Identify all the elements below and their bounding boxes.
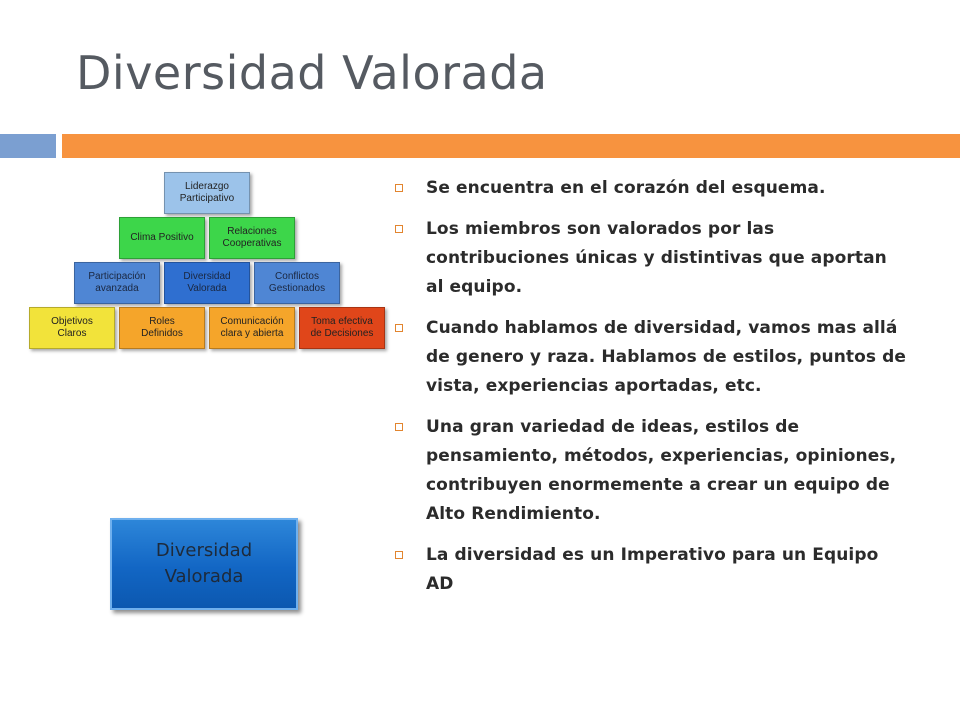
pyramid-block-relaciones (209, 217, 295, 259)
slide-title: Diversidad Valorada (76, 46, 548, 100)
pyramid-block-line1: Liderazgo (185, 181, 229, 192)
pyramid-block-line1: Diversidad (183, 271, 231, 282)
square-bullet-icon (395, 225, 403, 233)
pyramid-block-objetivos (29, 307, 115, 349)
bullet-item (392, 413, 908, 529)
pyramid-block-line1: Participación (88, 271, 146, 282)
pyramid-block-line1: Relaciones (227, 226, 277, 237)
pyramid-block-line2: Claros (57, 328, 87, 339)
bullet-list (392, 174, 908, 611)
bullet-text: Una gran variedad de ideas, estilos de pensamiento, métodos, experiencias, opiniones, contribuyen enormemente a crear un equipo de Alto Rendimiento. (426, 417, 897, 524)
bullet-item (392, 541, 908, 599)
pyramid-block-line1: Clima Positivo (130, 232, 194, 243)
bullet-item (392, 174, 908, 203)
pyramid-block-line2: clara y abierta (220, 328, 284, 339)
pyramid-block-comunicacion (209, 307, 295, 349)
pyramid-block-line2: de Decisiones (310, 328, 374, 339)
pyramid-block-line1: Roles (149, 316, 175, 327)
title-accent-bar-right (62, 134, 960, 158)
pyramid-block-line1: Comunicación (220, 316, 284, 327)
square-bullet-icon (395, 423, 403, 431)
bullet-text: Los miembros son valorados por las contribuciones únicas y distintivas que aportan al equipo. (426, 219, 887, 297)
pyramid-block-clima (119, 217, 205, 259)
square-bullet-icon (395, 551, 403, 559)
pyramid-block-line2: Participativo (179, 193, 235, 204)
pyramid-block-line2: Definidos (141, 328, 183, 339)
pyramid-block-toma-decisiones (299, 307, 385, 349)
pyramid-block-roles (119, 307, 205, 349)
pyramid-block-diversidad (164, 262, 250, 304)
pyramid-block-participacion (74, 262, 160, 304)
highlight-line1: Diversidad (155, 540, 253, 561)
square-bullet-icon (395, 184, 403, 192)
square-bullet-icon (395, 324, 403, 332)
pyramid-block-line1: Toma efectiva (311, 316, 373, 327)
pyramid-block-line2: Gestionados (268, 283, 326, 294)
highlight-box (110, 518, 298, 610)
bullet-item (392, 215, 908, 302)
pyramid-block-line2: avanzada (95, 283, 139, 294)
highlight-line2: Valorada (164, 566, 244, 587)
bullet-text: La diversidad es un Imperativo para un Equipo AD (426, 545, 879, 594)
pyramid-block-conflictos (254, 262, 340, 304)
bullet-text: Se encuentra en el corazón del esquema. (426, 178, 826, 198)
pyramid-block-line2: Valorada (187, 283, 227, 294)
bullet-text: Cuando hablamos de diversidad, vamos mas allá de genero y raza. Hablamos de estilos, puntos de vista, experiencias aportadas, etc. (426, 318, 907, 396)
pyramid-block-liderazgo (164, 172, 250, 214)
pyramid-block-line1: Objetivos (51, 316, 93, 327)
title-accent-bar-left (0, 134, 56, 158)
pyramid-block-line2: Cooperativas (222, 238, 282, 249)
pyramid-block-line1: Conflictos (275, 271, 319, 282)
bullet-item (392, 314, 908, 401)
